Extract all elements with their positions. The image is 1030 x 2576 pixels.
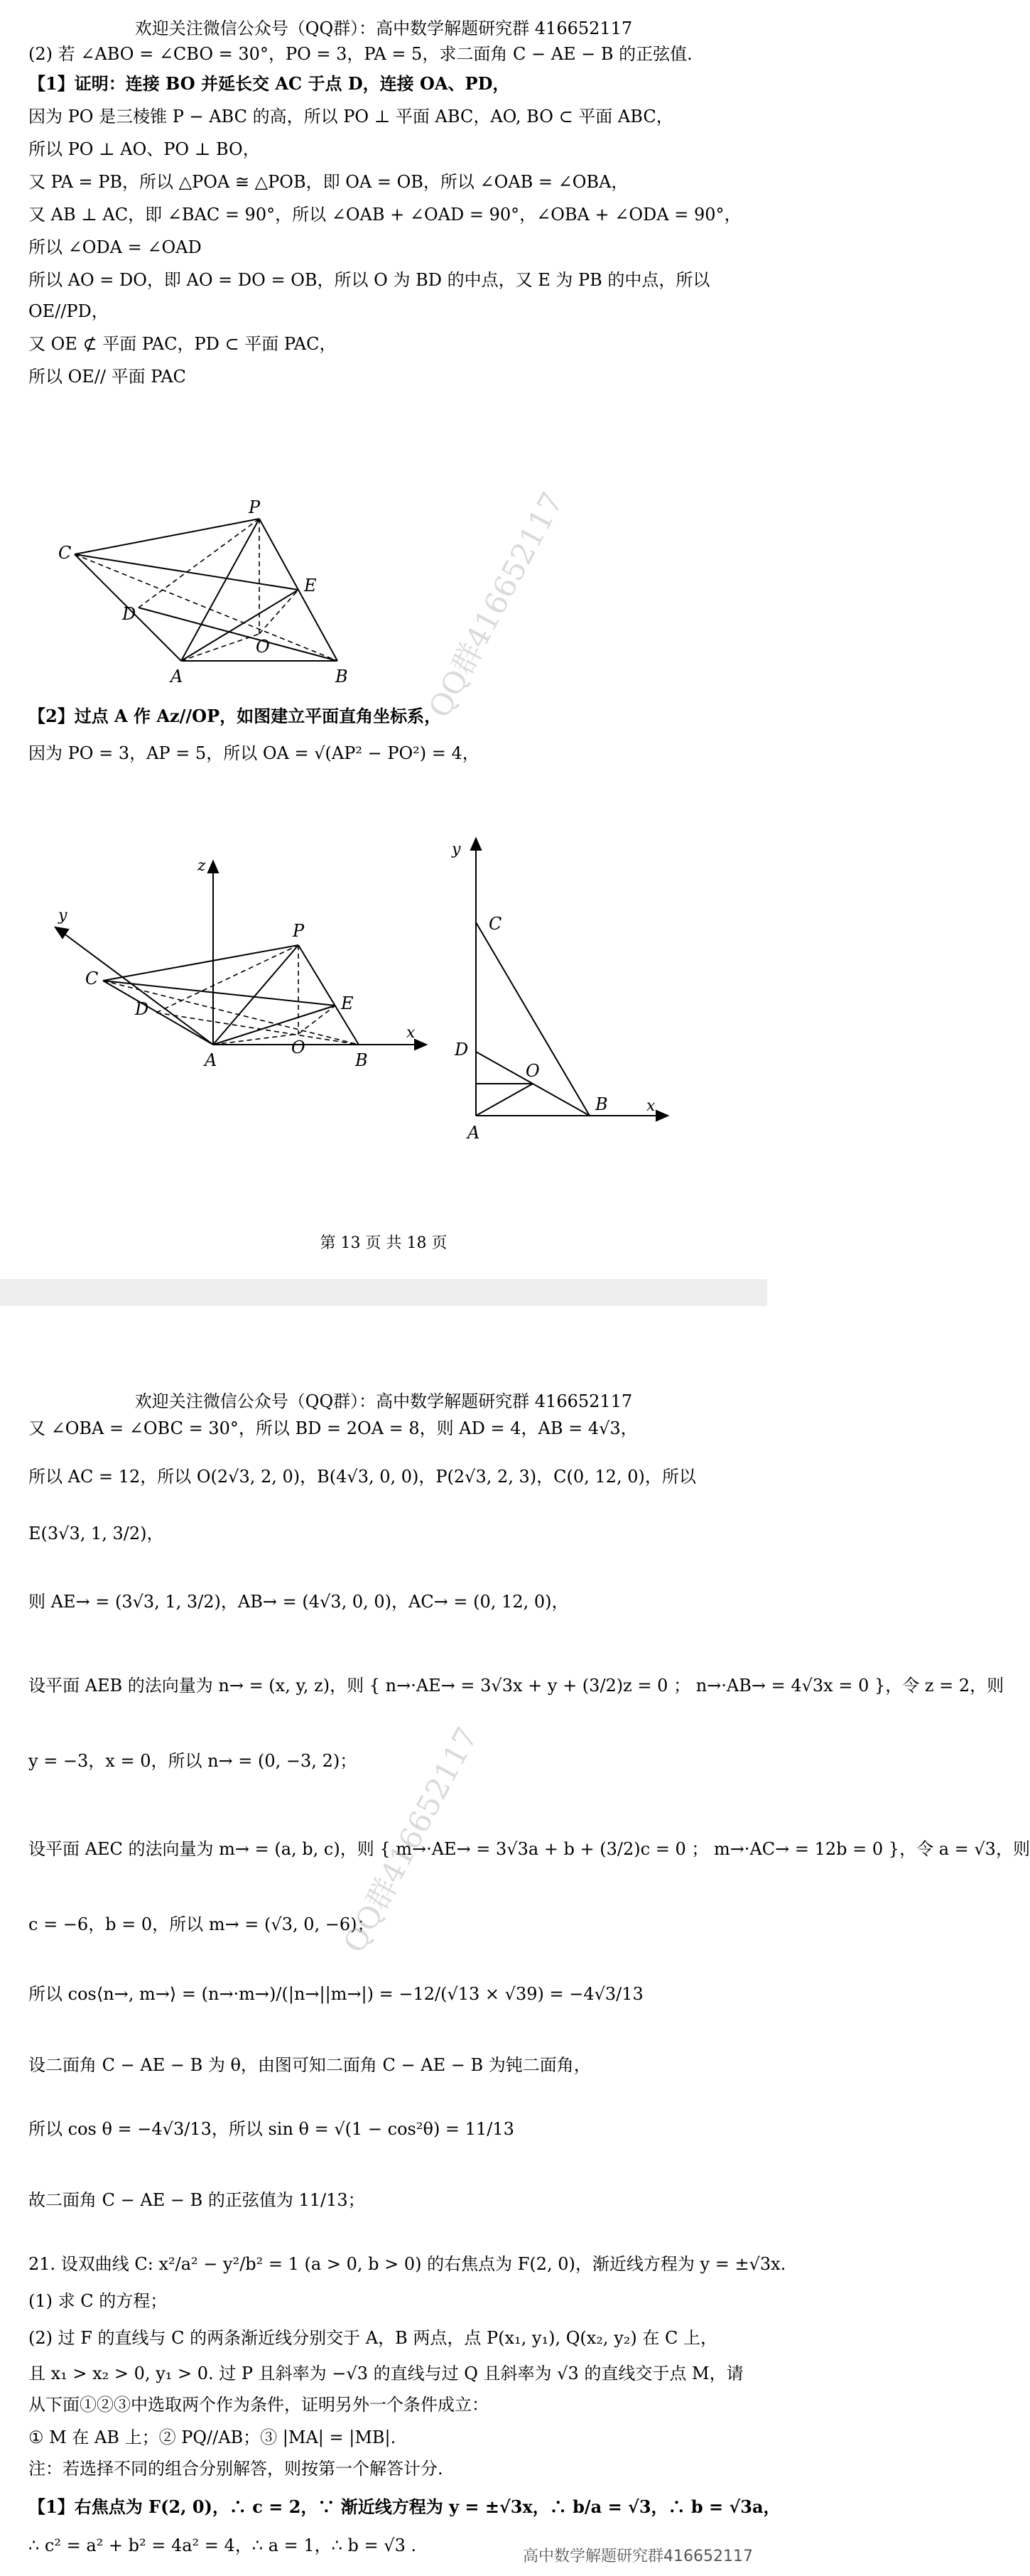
axis-label-x: x xyxy=(646,1097,656,1115)
label-E: E xyxy=(304,576,317,596)
text-line: 【2】过点 A 作 Az//OP，如图建立平面直角坐标系， xyxy=(28,706,442,726)
text-line: 因为 PO = 3，AP = 5，所以 OA = √(AP² − PO²) = 4， xyxy=(28,743,479,763)
label-D: D xyxy=(135,999,149,1019)
text-line: 所以 ∠ODA = ∠OAD xyxy=(28,237,202,257)
text-line: 又 PA = PB，所以 △POA ≅ △POB，即 OA = OB，所以 ∠OAB = ∠OBA， xyxy=(28,172,629,192)
text-line: E(3√3, 1, 3/2)， xyxy=(28,1524,164,1543)
label-A: A xyxy=(467,1123,480,1143)
text-line: 设平面 AEB 的法向量为 n→ = (x, y, z)，则 { n→·AE→ = 3√3x + y + (3/2)z = 0 ； n→·AB→ = 4√3x = 0 }，令 z = 2，则 xyxy=(28,1676,1004,1696)
text-line: 设平面 AEC 的法向量为 m→ = (a, b, c)，则 { m→·AE→ = 3√3a + b + (3/2)c = 0 ； m→·AC→ = 12b = 0 }，令 a = √3，则 xyxy=(28,1839,1030,1859)
page-14 xyxy=(0,1306,1030,2576)
figure-plane-coordinates xyxy=(440,831,682,1144)
text-line: (2) 过 F 的直线与 C 的两条渐近线分别交于 A，B 两点，点 P(x₁, y₁), Q(x₂, y₂) 在 C 上， xyxy=(28,2328,717,2348)
label-P: P xyxy=(249,497,261,517)
text-line: ① M 在 AB 上；② PQ//AB；③ |MA| = |MB|. xyxy=(28,2427,396,2447)
text-line: 所以 AO = DO，即 AO = DO = OB，所以 O 为 BD 的中点，又 E 为 PB 的中点，所以 xyxy=(28,270,710,290)
text-line: ∴ c² = a² + b² = 4a² = 4，∴ a = 1，∴ b = √3 . xyxy=(28,2535,417,2555)
figure-3d-coordinates xyxy=(43,831,440,1073)
page-separator xyxy=(0,1279,767,1306)
page-13 xyxy=(0,0,767,1279)
figure-tetrahedron xyxy=(43,490,412,696)
axis-label-y: y xyxy=(58,907,67,925)
axis-label-y: y xyxy=(452,841,461,858)
text-line: 所以 PO ⊥ AO、PO ⊥ BO， xyxy=(28,139,260,159)
text-line: 所以 AC = 12，所以 O(2√3, 2, 0)，B(4√3, 0, 0)，P(2√3, 2, 3)，C(0, 12, 0)，所以 xyxy=(28,1467,696,1487)
text-line: 所以 cos⟨n→, m→⟩ = (n→·m→)/(|n→||m→|) = −12/(√13 × √39) = −4√3/13 xyxy=(28,1984,644,2004)
text-line: 且 x₁ > x₂ > 0, y₁ > 0. 过 P 且斜率为 −√3 的直线与过 Q 且斜率为 √3 的直线交于点 M，请 xyxy=(28,2364,744,2383)
text-line: (2) 若 ∠ABO = ∠CBO = 30°，PO = 3，PA = 5，求二面角 C − AE − B 的正弦值. xyxy=(28,44,693,64)
label-O: O xyxy=(291,1038,305,1057)
label-O: O xyxy=(256,637,270,657)
text-line: 注：若选择不同的组合分别解答，则按第一个解答计分. xyxy=(28,2459,443,2479)
label-C: C xyxy=(489,914,502,934)
label-B: B xyxy=(355,1050,368,1070)
label-D: D xyxy=(122,604,136,624)
text-line: 21. 设双曲线 C: x²/a² − y²/b² = 1 (a > 0, b > 0) 的右焦点为 F(2, 0)，渐近线方程为 y = ±√3x. xyxy=(28,2254,786,2274)
text-line: 【1】右焦点为 F(2, 0)，∴ c = 2，∵ 渐近线方程为 y = ±√3x，∴ b/a = √3，∴ b = √3a， xyxy=(28,2496,781,2517)
wechat-logo-text: 高中数学解题研究群416652117 xyxy=(523,2548,753,2565)
axis-label-x: x xyxy=(406,1024,416,1042)
text-line: y = −3，x = 0，所以 n→ = (0, −3, 2)； xyxy=(28,1751,357,1771)
text-line: 又 AB ⊥ AC，即 ∠BAC = 90°，所以 ∠OAB + ∠OAD = 90°，∠OBA + ∠ODA = 90°， xyxy=(28,205,742,225)
text-line: c = −6，b = 0，所以 m→ = (√3, 0, −6)； xyxy=(28,1914,374,1934)
label-P: P xyxy=(293,921,305,941)
text-line: OE//PD， xyxy=(28,301,109,321)
text-line: 因为 PO 是三棱锥 P − ABC 的高，所以 PO ⊥ 平面 ABC，AO, BO ⊂ 平面 ABC， xyxy=(28,107,673,126)
label-E: E xyxy=(341,993,354,1013)
text-line: 所以 cos θ = −4√3/13，所以 sin θ = √(1 − cos²θ) = 11/13 xyxy=(28,2119,514,2139)
watermark: QQ群416652117 xyxy=(421,486,570,723)
label-D: D xyxy=(455,1040,469,1060)
label-B: B xyxy=(595,1094,608,1114)
text-line: 所以 OE// 平面 PAC xyxy=(28,367,186,387)
text-line: 故二面角 C − AE − B 的正弦值为 11/13； xyxy=(28,2190,365,2210)
text-line: 又 OE ⊄ 平面 PAC，PD ⊂ 平面 PAC， xyxy=(28,334,337,354)
label-B: B xyxy=(335,667,348,686)
label-A: A xyxy=(205,1050,217,1070)
label-O: O xyxy=(526,1061,540,1081)
watermark: QQ群416652117 xyxy=(336,1721,485,1958)
text-line: 又 ∠OBA = ∠OBC = 30°，所以 BD = 2OA = 8，则 AD = 4，AB = 4√3， xyxy=(28,1418,638,1438)
text-line: 则 AE→ = (3√3, 1, 3/2)，AB→ = (4√3, 0, 0)，AC→ = (0, 12, 0)， xyxy=(28,1592,569,1612)
label-A: A xyxy=(170,667,183,686)
label-C: C xyxy=(85,969,99,988)
page-footer: 第 13 页 共 18 页 xyxy=(320,1234,448,1252)
text-line: 【1】证明：连接 BO 并延长交 AC 于点 D，连接 OA、PD， xyxy=(28,73,510,94)
label-C: C xyxy=(58,543,72,563)
axis-label-z: z xyxy=(197,857,206,875)
text-line: (1) 求 C 的方程； xyxy=(28,2291,168,2311)
page-header: 欢迎关注微信公众号（QQ群）：高中数学解题研究群 416652117 xyxy=(134,1391,633,1411)
text-line: 从下面①②③中选取两个作为条件，证明另外一个条件成立： xyxy=(28,2395,489,2415)
text-line: 设二面角 C − AE − B 为 θ，由图可知二面角 C − AE − B 为钝二面角， xyxy=(28,2055,591,2075)
page-header: 欢迎关注微信公众号（QQ群）：高中数学解题研究群 416652117 xyxy=(134,18,633,38)
